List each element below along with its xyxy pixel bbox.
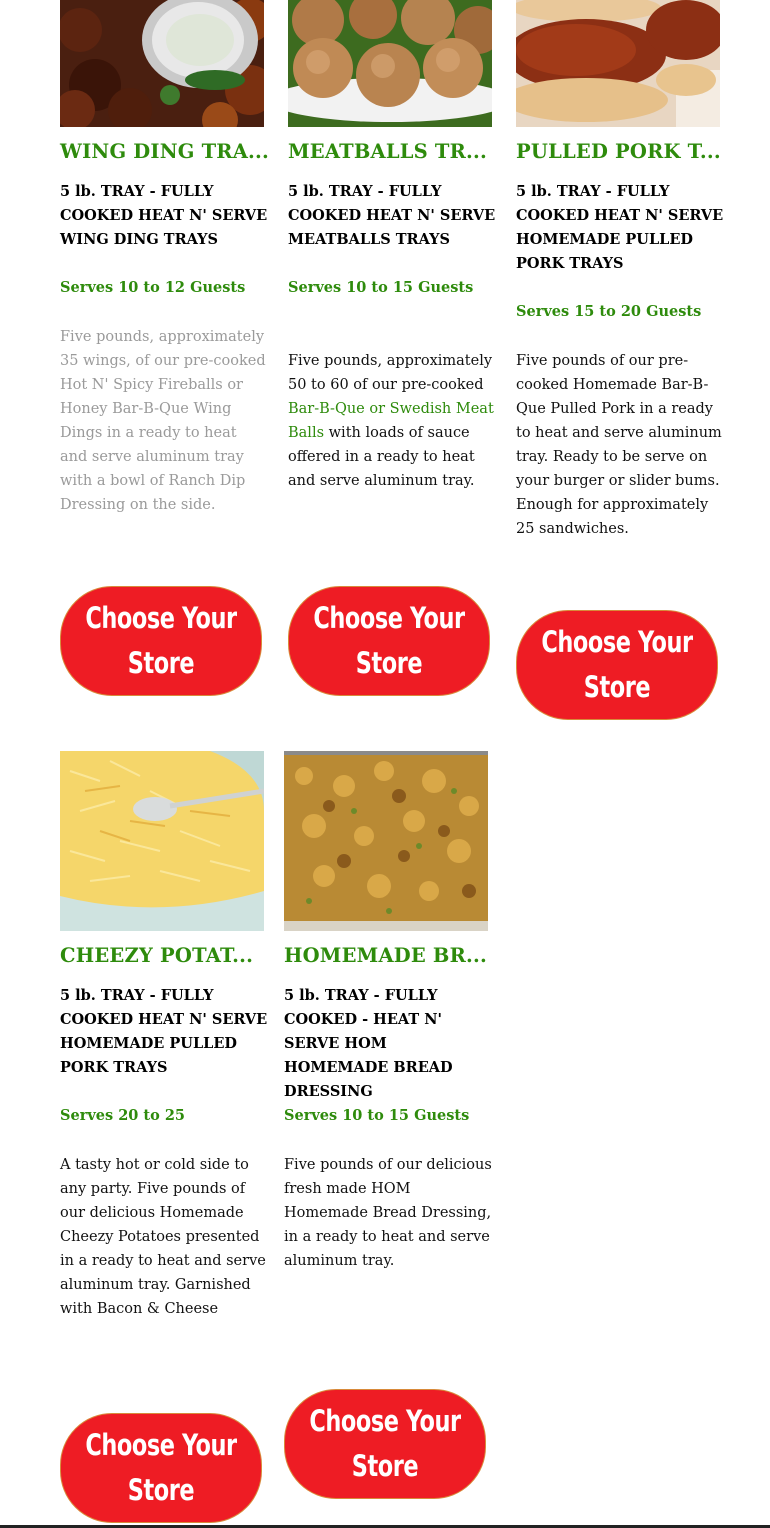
description-highlight: Bar-B-Que or Swedish Meat Balls	[288, 401, 494, 441]
product-card-wing-ding	[60, 0, 269, 680]
product-title[interactable]: PULLED PORK T...	[516, 140, 721, 163]
choose-your-store-button[interactable]	[288, 586, 490, 696]
bread-dressing-image[interactable]	[284, 751, 488, 931]
product-headline: 5 lb. TRAY - FULLY COOKED HEAT N' SERVE HOMEMADE PULLED PORK TRAYS	[60, 987, 268, 1076]
product-description: A tasty hot or cold side to any party. Five pounds of our delicious Homemade Cheezy Potatoes presented in a ready to heat and serve aluminum tray. Garnished with Bacon & Cheese	[60, 1157, 266, 1317]
product-card-cheezy-potatoes	[60, 751, 268, 1507]
pulled-pork-sandwich-image[interactable]	[516, 0, 720, 127]
product-headline: 5 lb. TRAY - FULLY COOKED HEAT N' SERVE MEATBALLS TRAYS	[288, 183, 496, 248]
choose-your-store-button[interactable]	[516, 610, 718, 720]
product-headline: 5 lb. TRAY - FULLY COOKED HEAT N' SERVE HOMEMADE PULLED PORK TRAYS	[516, 183, 724, 272]
serves-label: Serves 20 to 25	[60, 1107, 186, 1124]
choose-your-store-button[interactable]	[60, 1413, 262, 1523]
product-card-pulled-pork	[516, 0, 724, 704]
wings-with-ranch-dip-image[interactable]	[60, 0, 264, 127]
button-label: Choose Your Store	[309, 1404, 461, 1483]
button-label: Choose Your Store	[541, 625, 693, 704]
product-description: Five pounds, approximately 35 wings, of our pre-cooked Hot N' Spicy Fireballs or Honey Bar-B-Que Wing Dings in a ready to heat and serve aluminum tray with a bowl of Ranch Dip Dressing on the side.	[60, 329, 266, 513]
product-description	[288, 349, 496, 493]
cheesy-potatoes-dish-image[interactable]	[60, 751, 264, 931]
serves-label: Serves 10 to 12 Guests	[60, 279, 246, 296]
product-card-meatballs	[288, 0, 496, 680]
product-title[interactable]: CHEEZY POTAT...	[60, 944, 254, 967]
button-label: Choose Your Store	[85, 601, 237, 680]
product-description: Five pounds of our delicious fresh made HOM Homemade Bread Dressing, in a ready to heat and serve aluminum tray.	[284, 1157, 492, 1269]
product-title[interactable]: HOMEMADE BR...	[284, 944, 487, 967]
product-headline: 5 lb. TRAY - FULLY COOKED - HEAT N' SERVE HOM HOMEMADE BREAD DRESSING	[284, 987, 453, 1100]
button-label: Choose Your Store	[313, 601, 465, 680]
product-title[interactable]: WING DING TRA...	[60, 140, 269, 163]
button-label: Choose Your Store	[85, 1428, 237, 1507]
serves-label: Serves 15 to 20 Guests	[516, 303, 702, 320]
choose-your-store-button[interactable]	[60, 586, 262, 696]
product-card-bread-dressing	[284, 751, 492, 1483]
description-text: with loads of sauce offered in a ready to heat and serve aluminum tray.	[288, 425, 475, 489]
product-title[interactable]: MEATBALLS TR...	[288, 140, 488, 163]
serves-label: Serves 10 to 15 Guests	[284, 1107, 470, 1124]
product-description: Five pounds of our pre-cooked Homemade Bar-B-Que Pulled Pork in a ready to heat and serve aluminum tray. Ready to be serve on your burger or slider bums. Enough for approximately 25 sandwiches.	[516, 353, 722, 537]
choose-your-store-button[interactable]	[284, 1389, 486, 1499]
product-headline: 5 lb. TRAY - FULLY COOKED HEAT N' SERVE WING DING TRAYS	[60, 183, 268, 248]
description-text: Five pounds, approximately 50 to 60 of our pre-cooked	[288, 353, 493, 393]
meatballs-plate-image[interactable]	[288, 0, 492, 127]
serves-label: Serves 10 to 15 Guests	[288, 279, 474, 296]
